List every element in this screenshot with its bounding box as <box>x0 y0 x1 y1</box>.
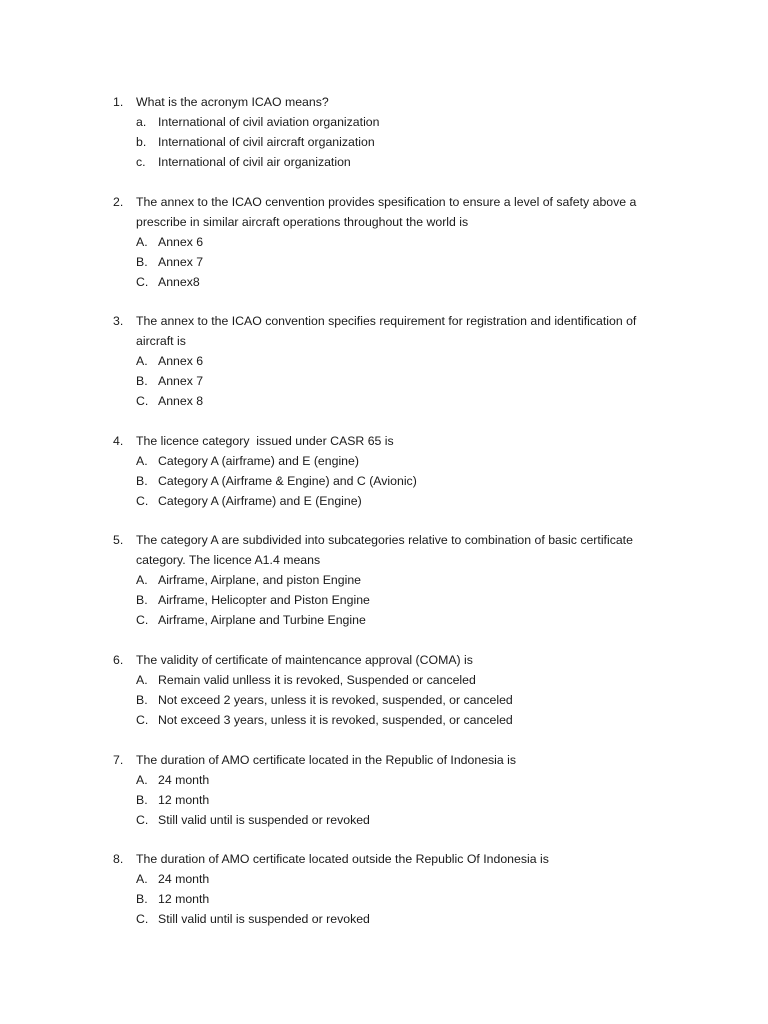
option-c <box>0 491 768 511</box>
option-letter: C. <box>136 613 149 628</box>
option-text: 24 month <box>158 872 210 887</box>
question-number: 6. <box>113 652 124 667</box>
option-b <box>0 590 768 610</box>
option-text: Airframe, Airplane, and piston Engine <box>158 573 362 588</box>
question-6 <box>0 650 768 730</box>
question-1 <box>0 92 768 172</box>
option-text: Annex 8 <box>158 394 204 409</box>
option-letter: A. <box>136 672 148 687</box>
option-c <box>0 391 768 411</box>
question-number: 8. <box>113 852 124 867</box>
option-a <box>0 770 768 790</box>
option-text: Annex 6 <box>158 234 204 249</box>
option-a <box>0 232 768 252</box>
question-text: The annex to the ICAO convention specifies requirement for registration and identification of aircraft is <box>136 314 637 349</box>
option-letter: c. <box>136 155 146 169</box>
option-text: International of civil aviation organization <box>158 115 380 129</box>
question-2 <box>0 192 768 292</box>
question-7 <box>0 750 768 830</box>
option-text: Still valid until is suspended or revoked <box>158 812 370 827</box>
option-c <box>0 710 768 730</box>
option-letter: C. <box>136 394 149 409</box>
option-letter: b. <box>136 135 147 149</box>
option-a <box>0 869 768 889</box>
question-number: 1. <box>113 95 124 109</box>
question-text: The annex to the ICAO cenvention provides spesification to ensure a level of safety above a prescribe in similar aircraft operations throughout the world is <box>136 194 637 229</box>
option-b <box>0 889 768 909</box>
option-letter: C. <box>136 274 149 289</box>
option-b <box>0 371 768 391</box>
option-letter: B. <box>136 254 148 269</box>
question-text: The licence category issued under CASR 65 is <box>136 433 394 448</box>
option-letter: B. <box>136 892 148 907</box>
option-letter: A. <box>136 772 148 787</box>
option-text: Not exceed 3 years, unless it is revoked, suspended, or canceled <box>158 712 513 727</box>
option-letter: A. <box>136 453 148 468</box>
option-text: International of civil air organization <box>158 155 351 169</box>
option-c <box>0 152 768 172</box>
option-a <box>0 670 768 690</box>
option-b <box>0 252 768 272</box>
option-letter: C. <box>136 812 149 827</box>
question-5 <box>0 530 768 630</box>
option-text: Airframe, Helicopter and Piston Engine <box>158 593 370 608</box>
question-number: 7. <box>113 752 124 767</box>
option-text: Annex8 <box>158 274 200 289</box>
option-list <box>0 351 768 411</box>
option-text: Not exceed 2 years, unless it is revoked, suspended, or canceled <box>158 692 513 707</box>
option-text: Category A (Airframe & Engine) and C (Avionic) <box>158 473 417 488</box>
option-letter: a. <box>136 115 147 129</box>
option-text: Annex 7 <box>158 374 204 389</box>
option-c <box>0 272 768 292</box>
option-list <box>0 451 768 511</box>
option-b <box>0 690 768 710</box>
option-text: Remain valid unlless it is revoked, Suspended or canceled <box>158 672 476 687</box>
question-number: 5. <box>113 533 124 548</box>
option-letter: B. <box>136 692 148 707</box>
option-c <box>0 610 768 630</box>
question-number: 3. <box>113 314 124 329</box>
option-list <box>0 232 768 292</box>
question-4 <box>0 431 768 511</box>
option-b <box>0 471 768 491</box>
option-letter: C. <box>136 912 149 927</box>
option-b <box>0 132 768 152</box>
option-a <box>0 570 768 590</box>
option-text: International of civil aircraft organization <box>158 135 375 149</box>
option-list <box>0 770 768 830</box>
option-list <box>0 112 768 172</box>
option-b <box>0 790 768 810</box>
option-letter: A. <box>136 354 148 369</box>
option-text: 12 month <box>158 792 210 807</box>
option-text: Category A (airframe) and E (engine) <box>158 453 359 468</box>
question-text: The category A are subdivided into subcategories relative to combination of basic certificate category. The licence A1.4 means <box>136 533 633 568</box>
question-number: 2. <box>113 194 124 209</box>
option-text: Category A (Airframe) and E (Engine) <box>158 493 362 508</box>
question-text: The validity of certificate of maintencance approval (COMA) is <box>136 652 473 667</box>
option-text: Still valid until is suspended or revoked <box>158 912 370 927</box>
option-letter: C. <box>136 712 149 727</box>
option-a <box>0 451 768 471</box>
option-c <box>0 909 768 929</box>
option-letter: B. <box>136 473 148 488</box>
option-letter: C. <box>136 493 149 508</box>
option-letter: B. <box>136 593 148 608</box>
question-text: What is the acronym ICAO means? <box>136 95 329 109</box>
option-letter: A. <box>136 573 148 588</box>
option-letter: B. <box>136 374 148 389</box>
option-text: Annex 7 <box>158 254 204 269</box>
option-text: 12 month <box>158 892 210 907</box>
question-8 <box>0 849 768 929</box>
option-text: Airframe, Airplane and Turbine Engine <box>158 613 366 628</box>
option-text: Annex 6 <box>158 354 204 369</box>
option-list <box>0 869 768 929</box>
option-letter: A. <box>136 872 148 887</box>
option-text: 24 month <box>158 772 210 787</box>
option-list <box>0 570 768 630</box>
question-3 <box>0 311 768 411</box>
question-text: The duration of AMO certificate located in the Republic of Indonesia is <box>136 752 517 767</box>
question-text: The duration of AMO certificate located outside the Republic Of Indonesia is <box>136 852 549 867</box>
option-letter: A. <box>136 234 148 249</box>
option-c <box>0 810 768 830</box>
option-list <box>0 670 768 730</box>
option-letter: B. <box>136 792 148 807</box>
question-number: 4. <box>113 433 124 448</box>
option-a <box>0 112 768 132</box>
option-a <box>0 351 768 371</box>
